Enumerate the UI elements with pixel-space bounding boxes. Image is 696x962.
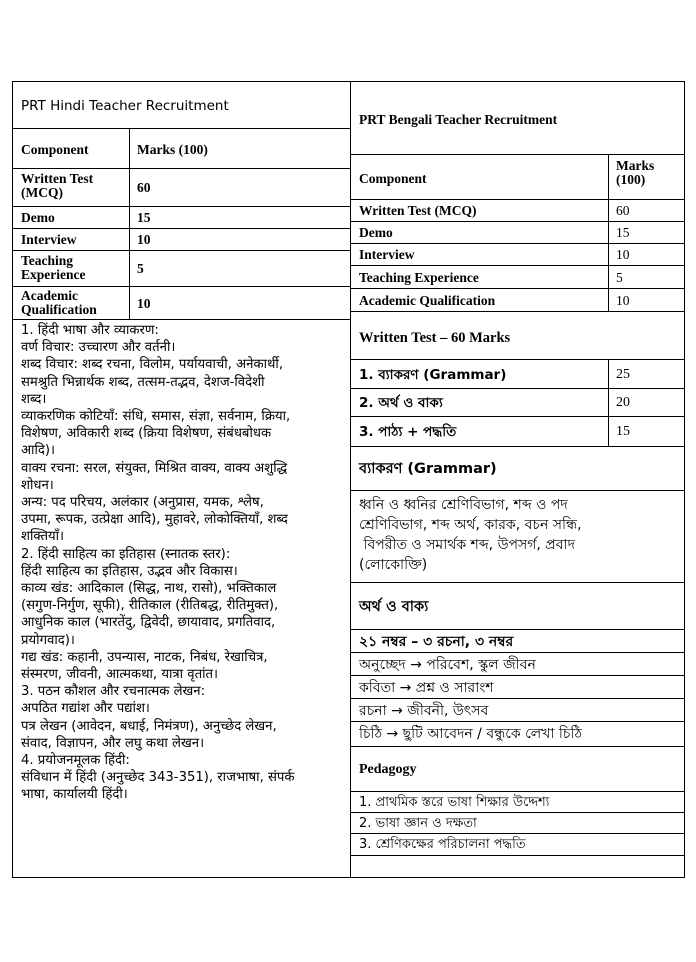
bengali-title: PRT Bengali Teacher Recruitment <box>359 112 558 127</box>
grammar-body <box>351 491 684 583</box>
table-row <box>351 222 684 244</box>
written-row-label: 2. অর্থ ও বাক্য <box>359 395 443 411</box>
written-row-marks: 15 <box>616 424 630 439</box>
list-item <box>351 834 684 856</box>
syllabus-line: (सगुण-निर्गुण, सूफी), रीतिकाल (रीतिबद्ध, रीतिमुक्त), <box>21 598 279 614</box>
list-item <box>351 792 684 813</box>
syllabus-line: काव्य खंड: आदिकाल (सिद्ध, नाथ, रासो), भक्तिकाल <box>21 581 277 597</box>
table-row <box>13 287 350 320</box>
syllabus-line: विशेषण, अविकारी शब्द (क्रिया विशेषण, संबंधबोधक <box>21 426 272 442</box>
bengali-row-component: Interview <box>359 247 415 262</box>
table-row <box>351 289 684 312</box>
artha-line: কবিতা → প্রশ্ন ও সারাংশ <box>359 680 494 696</box>
written-row-marks: 25 <box>616 367 630 382</box>
bengali-row-marks: 60 <box>616 203 630 218</box>
syllabus-line: 2. हिंदी साहित्य का इतिहास (स्नातक स्तर): <box>21 546 231 562</box>
hindi-title-cell <box>13 82 350 129</box>
bengali-row-component: Academic Qualification <box>359 293 496 308</box>
written-test-heading: Written Test – 60 Marks <box>359 330 511 346</box>
syllabus-line: उपमा, रूपक, उत्प्रेक्षा आदि), मुहावरे, लोकोक्तियाँ, शब्द <box>21 512 288 528</box>
written-row-label: 3. পাঠ্য + পদ্ধতি <box>359 424 457 440</box>
syllabus-line: भाषा, कार्यालयी हिंदी। <box>21 787 128 803</box>
syllabus-line: समश्रुति भिन्नार्थक शब्द, तत्सम-तद्भव, देशज-विदेशी <box>21 374 265 390</box>
syllabus-line: हिंदी साहित्य का इतिहास, उद्भव और विकास। <box>21 563 238 579</box>
bengali-row-component: Written Test (MCQ) <box>359 203 477 218</box>
bengali-header-component: Component <box>359 171 427 186</box>
table-row <box>13 251 350 287</box>
list-item <box>351 630 684 653</box>
table-row <box>13 169 350 207</box>
hindi-row-component: Academic Qualification <box>21 288 97 317</box>
syllabus-line: अपठित गद्यांश और पद्यांश। <box>21 701 150 717</box>
grammar-line: শ্রেণিবিভাগ, শব্দ অর্থ, কারক, বচন সন্ধি, <box>359 517 582 533</box>
syllabus-line: 3. पठन कौशल और रचनात्मक लेखन: <box>21 684 206 700</box>
list-item <box>351 722 684 747</box>
syllabus-line: शब्द। <box>21 391 47 407</box>
artha-line: রচনা → জীবনী, উৎসব <box>359 703 489 719</box>
hindi-row-component: Interview <box>21 232 77 247</box>
syllabus-line: शक्तियाँ। <box>21 529 65 545</box>
grammar-line: বিপরীত ও সমার্থক শব্দ, উপসর্গ, প্রবাদ <box>359 537 575 553</box>
table-row <box>351 266 684 289</box>
syllabus-line: प्रयोगवाद)। <box>21 632 75 648</box>
artha-line: ২১ নম্বর – ৩ রচনা, ৩ নম্বর <box>359 634 514 650</box>
written-row-marks: 20 <box>616 395 630 410</box>
document-table <box>12 81 685 878</box>
hindi-row-component: Teaching Experience <box>21 253 86 282</box>
syllabus-line: आधुनिक काल (भारतेंदु, द्विवेदी, छायावाद, प्रगतिवाद, <box>21 615 276 631</box>
table-row <box>351 389 684 417</box>
hindi-column <box>13 82 351 877</box>
grammar-line: (লোকোক্তি) <box>359 557 428 573</box>
table-row <box>351 244 684 266</box>
grammar-heading-cell <box>351 447 684 491</box>
syllabus-line: आदि)। <box>21 443 56 459</box>
hindi-row-component: Written Test (MCQ) <box>21 171 94 200</box>
artha-line: চিঠি → ছুটি আবেদন / বন্ধুকে লেখা চিঠি <box>359 726 582 742</box>
syllabus-line: संविधान में हिंदी (अनुच्छेद 343-351), राजभाषा, संपर्क <box>21 770 295 786</box>
hindi-row-marks: 10 <box>137 296 151 311</box>
table-row <box>13 229 350 251</box>
hindi-header-row <box>13 129 350 169</box>
list-item <box>351 676 684 699</box>
grammar-heading: ব্যাকরণ (Grammar) <box>359 461 497 477</box>
hindi-title: PRT Hindi Teacher Recruitment <box>21 98 229 114</box>
table-row <box>351 200 684 222</box>
syllabus-line: वाक्य रचना: सरल, संयुक्त, मिश्रित वाक्य, वाक्य अशुद्धि <box>21 460 288 476</box>
pedagogy-heading: Pedagogy <box>359 762 417 777</box>
syllabus-line: संस्मरण, जीवनी, आत्मकथा, यात्रा वृतांत। <box>21 667 219 683</box>
hindi-row-marks: 5 <box>137 261 144 276</box>
syllabus-line: पत्र लेखन (आवेदन, बधाई, निमंत्रण), अनुच्छेद लेखन, <box>21 718 277 734</box>
table-row <box>13 207 350 229</box>
list-item <box>351 699 684 722</box>
bengali-header-marks: Marks (100) <box>616 158 655 187</box>
pedagogy-line: 3. শ্রেণিকক্ষের পরিচালনা পদ্ধতি <box>359 837 526 852</box>
syllabus-line: व्याकरणिक कोटियाँ: संधि, समास, संज्ञा, सर्वनाम, क्रिया, <box>21 409 291 425</box>
artha-heading-cell <box>351 583 684 630</box>
bengali-row-marks: 5 <box>616 270 623 285</box>
hindi-header-component: Component <box>21 142 89 157</box>
hindi-row-marks: 15 <box>137 210 151 225</box>
artha-line: অনুচ্ছেদ → পরিবেশ, স্কুল জীবন <box>359 657 536 673</box>
hindi-row-component: Demo <box>21 210 55 225</box>
bengali-row-marks: 15 <box>616 225 630 240</box>
syllabus-line: वर्ण विचार: उच्चारण और वर्तनी। <box>21 340 176 356</box>
pedagogy-line: 2. ভাষা জ্ঞান ও দক্ষতা <box>359 816 477 831</box>
artha-heading: অর্থ ও বাক্য <box>359 599 429 615</box>
hindi-row-marks: 60 <box>137 180 151 195</box>
bengali-row-component: Demo <box>359 225 393 240</box>
bengali-row-marks: 10 <box>616 247 630 262</box>
bengali-row-component: Teaching Experience <box>359 270 479 285</box>
bengali-row-marks: 10 <box>616 293 630 308</box>
syllabus-line: 4. प्रयोजनमूलक हिंदी: <box>21 753 130 769</box>
written-test-heading-cell <box>351 312 684 360</box>
pedagogy-line: 1. প্রাথমিক স্তরে ভাষা শিক্ষার উদ্দেশ্য <box>359 795 550 810</box>
written-row-label: 1. ব্যাকরণ (Grammar) <box>359 367 507 383</box>
hindi-row-marks: 10 <box>137 232 151 247</box>
list-item <box>351 813 684 834</box>
hindi-header-marks: Marks (100) <box>137 142 208 157</box>
syllabus-line: संवाद, विज्ञापन, और लघु कथा लेखन। <box>21 735 205 751</box>
list-item <box>351 653 684 676</box>
syllabus-line: शब्द विचार: शब्द रचना, विलोम, पर्यायवाची, अनेकार्थी, <box>21 357 284 373</box>
syllabus-line: अन्य: पद परिचय, अलंकार (अनुप्रास, यमक, श्लेष, <box>21 495 264 511</box>
bengali-column <box>351 82 684 877</box>
table-row <box>351 417 684 447</box>
grammar-line: ধ্বনি ও ধ্বনির শ্রেণিবিভাগ, শব্দ ও পদ <box>359 497 568 513</box>
syllabus-line: शोधन। <box>21 477 54 493</box>
bengali-header-row <box>351 155 684 200</box>
bengali-title-cell <box>351 82 684 155</box>
table-row <box>351 360 684 389</box>
syllabus-line: 1. हिंदी भाषा और व्याकरण: <box>21 323 159 338</box>
pedagogy-heading-cell <box>351 747 684 792</box>
syllabus-line: गद्य खंड: कहानी, उपन्यास, नाटक, निबंध, रेखाचित्र, <box>21 649 268 665</box>
hindi-syllabus <box>21 322 346 804</box>
